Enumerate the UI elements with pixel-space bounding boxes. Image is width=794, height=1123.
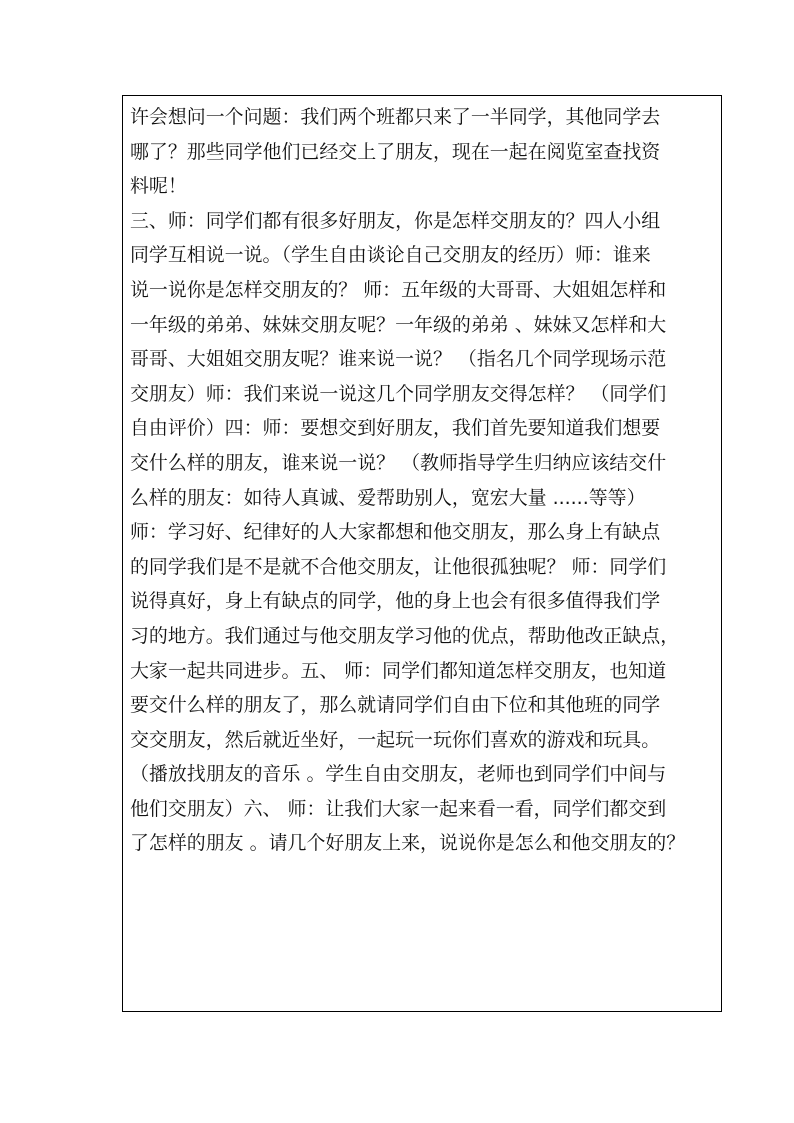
text-line: 许会想问一个问题：我们两个班都只来了一半同学，其他同学去 (130, 106, 661, 128)
text-line: 说得真好，身上有缺点的同学，他的身上也会有很多值得我们学 (130, 590, 661, 613)
text-line: 交什么样的朋友，谁来说一说？ （教师指导学生归纳应该结交什 (130, 451, 667, 474)
text-line: 同学互相说一说。（学生自由谈论自己交朋友的经历）师：谁来 (130, 244, 651, 267)
text-line: 三、师：同学们都有很多好朋友，你是怎样交朋友的？四人小组 (130, 209, 661, 232)
text-line: （播放找朋友的音乐 。学生自由交朋友，老师也到同学们中间与 (130, 763, 667, 786)
text-line: 交朋友）师：我们来说一说这几个同学朋友交得怎样？ （同学们 (130, 382, 667, 405)
text-line: 自由评价）四：师：要想交到好朋友，我们首先要知道我们想要 (130, 417, 661, 440)
text-line: 么样的朋友：如待人真诚、爱帮助别人，宽宏大量 ......等等） (130, 486, 646, 509)
text-line: 哥哥、大姐姐交朋友呢？谁来说一说？ （指名几个同学现场示范 (130, 348, 667, 371)
text-line: 大家一起共同进步。五、 师：同学们都知道怎样交朋友，也知道 (130, 659, 667, 682)
text-line: 哪了？那些同学他们已经交上了朋友，现在一起在阅览室查找资 (130, 140, 661, 163)
text-line: 习的地方。我们通过与他交朋友学习他的优点，帮助他改正缺点， (130, 624, 680, 647)
text-line: 一年级的弟弟、妹妹交朋友呢？一年级的弟弟 、妹妹又怎样和大 (130, 313, 667, 336)
text-line: 要交什么样的朋友了，那么就请同学们自由下位和其他班的同学 (130, 694, 661, 717)
text-line: 料呢！ (130, 175, 187, 198)
text-line: 他们交朋友）六、 师：让我们大家一起来看一看，同学们都交到 (130, 797, 667, 820)
text-line: 交交朋友，然后就近坐好，一起玩一玩你们喜欢的游戏和玩具。 (130, 728, 661, 751)
text-line: 了怎样的朋友 。请几个好朋友上来，说说你是怎么和他交朋友的？ (130, 832, 686, 855)
text-line: 说一说你是怎样交朋友的？ 师：五年级的大哥哥、大姐姐怎样和 (130, 278, 667, 301)
document-body (130, 100, 720, 861)
text-line: 的同学我们是不是就不合他交朋友，让他很孤独呢？ 师：同学们 (130, 555, 667, 578)
text-line: 师：学习好、纪律好的人大家都想和他交朋友，那么身上有缺点 (130, 521, 661, 544)
